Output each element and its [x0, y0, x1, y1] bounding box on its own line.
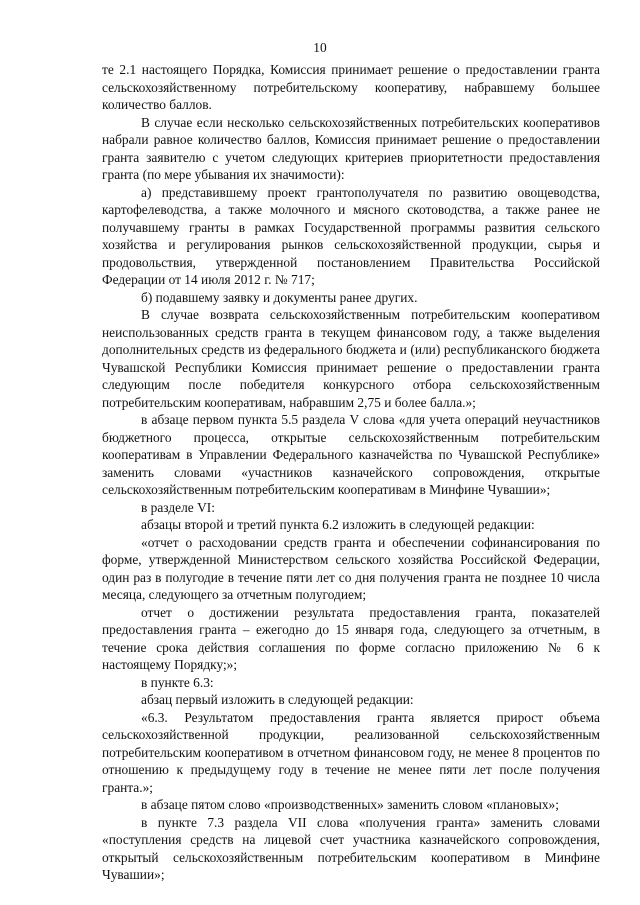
paragraph: «6.3. Результатом предоставления гранта является прирост объема сельскохозяйственной продукции, реализованной сельскохозяйственным потребительским кооперативом в отчетном финансовом году, не менее 8 процентов по отношению к предыдущему году в течение не менее пяти лет после получения гранта.»;: [102, 709, 600, 795]
paragraph: абзац первый изложить в следующей редакции:: [141, 692, 414, 707]
paragraph: в абзаце первом пункта 5.5 раздела V слова «для учета операций неучастников бюджетного процесса, открытые сельскохозяйственным потребительским кооперативам в Управлении Федерального казначейства по Чувашской Республике» заменить словами «участников казначейского сопровождения, открытые сельскохозяйственным потребительским кооперативам в Минфине Чувашии»;: [102, 412, 600, 497]
paragraph: в абзаце пятом слово «производственных» заменить словом «плановых»;: [141, 797, 559, 812]
paragraph: а) представившему проект грантополучателя по развитию овощеводства, картофелеводства, а также молочного и мясного скотоводства, а также ранее не получавшему гранты в рамках Государственной программы развития сельского хозяйства и регулирования рынков сельскохозяйственной продукции, сырья и продовольствия, утвержденной постановлением Правительства Российской Федерации от 14 июля 2012 г. № 717;: [102, 184, 600, 287]
paragraph: «отчет о расходовании средств гранта и обеспечении софинансирования по форме, утвержденной Министерством сельского хозяйства Российской Федерации, один раз в полугодие в течение пяти лет со дня получения гранта не позднее 10 числа месяца, следующего за отчетным полугодием;: [102, 534, 600, 602]
page-number: 10: [313, 40, 327, 55]
paragraph: в пункте 7.3 раздела VII слова «получения гранта» заменить словами «поступления средств на лицевой счет участника казначейского сопровождения, открытый сельскохозяйственным потребительским кооперативом в Минфине Чувашии»;: [102, 814, 600, 882]
paragraph: те 2.1 настоящего Порядка, Комиссия принимает решение о предоставлении гранта сельскохозяйственному потребительскому кооперативу, набравшему большее количество баллов.: [102, 62, 600, 112]
paragraph: В случае если несколько сельскохозяйственных потребительских кооперативов набрали равное количество баллов, Комиссия принимает решение о предоставлении гранта заявителю с учетом следующих критериев приоритетности предоставления гранта (по мере убывания их значимости):: [102, 114, 600, 182]
document-body: [102, 61, 600, 884]
paragraph: отчет о достижении результата предоставления гранта, показателей предоставления гранта – ежегодно до 15 января года, следующего за отчетным, в течение срока действия соглашения по форме согласно приложению № 6 к настоящему Порядку;»;: [102, 604, 600, 672]
paragraph: б) подавшему заявку и документы ранее других.: [141, 289, 418, 305]
paragraph: В случае возврата сельскохозяйственным потребительским кооперативом неиспользованных средств гранта в текущем финансовом году, а также выделения дополнительных средств из федерального бюджета и (или) республиканского бюджета Чувашской Республики Комиссия принимает решение о предоставлении гранта следующим после победителя конкурсного отбора сельскохозяйственным потребительским кооперативам, набравшим 2,75 и более балла.»;: [102, 307, 600, 410]
paragraph: абзацы второй и третий пункта 6.2 изложить в следующей редакции:: [141, 517, 535, 532]
paragraph: в разделе VI:: [141, 499, 215, 515]
paragraph: в пункте 6.3:: [141, 674, 214, 690]
